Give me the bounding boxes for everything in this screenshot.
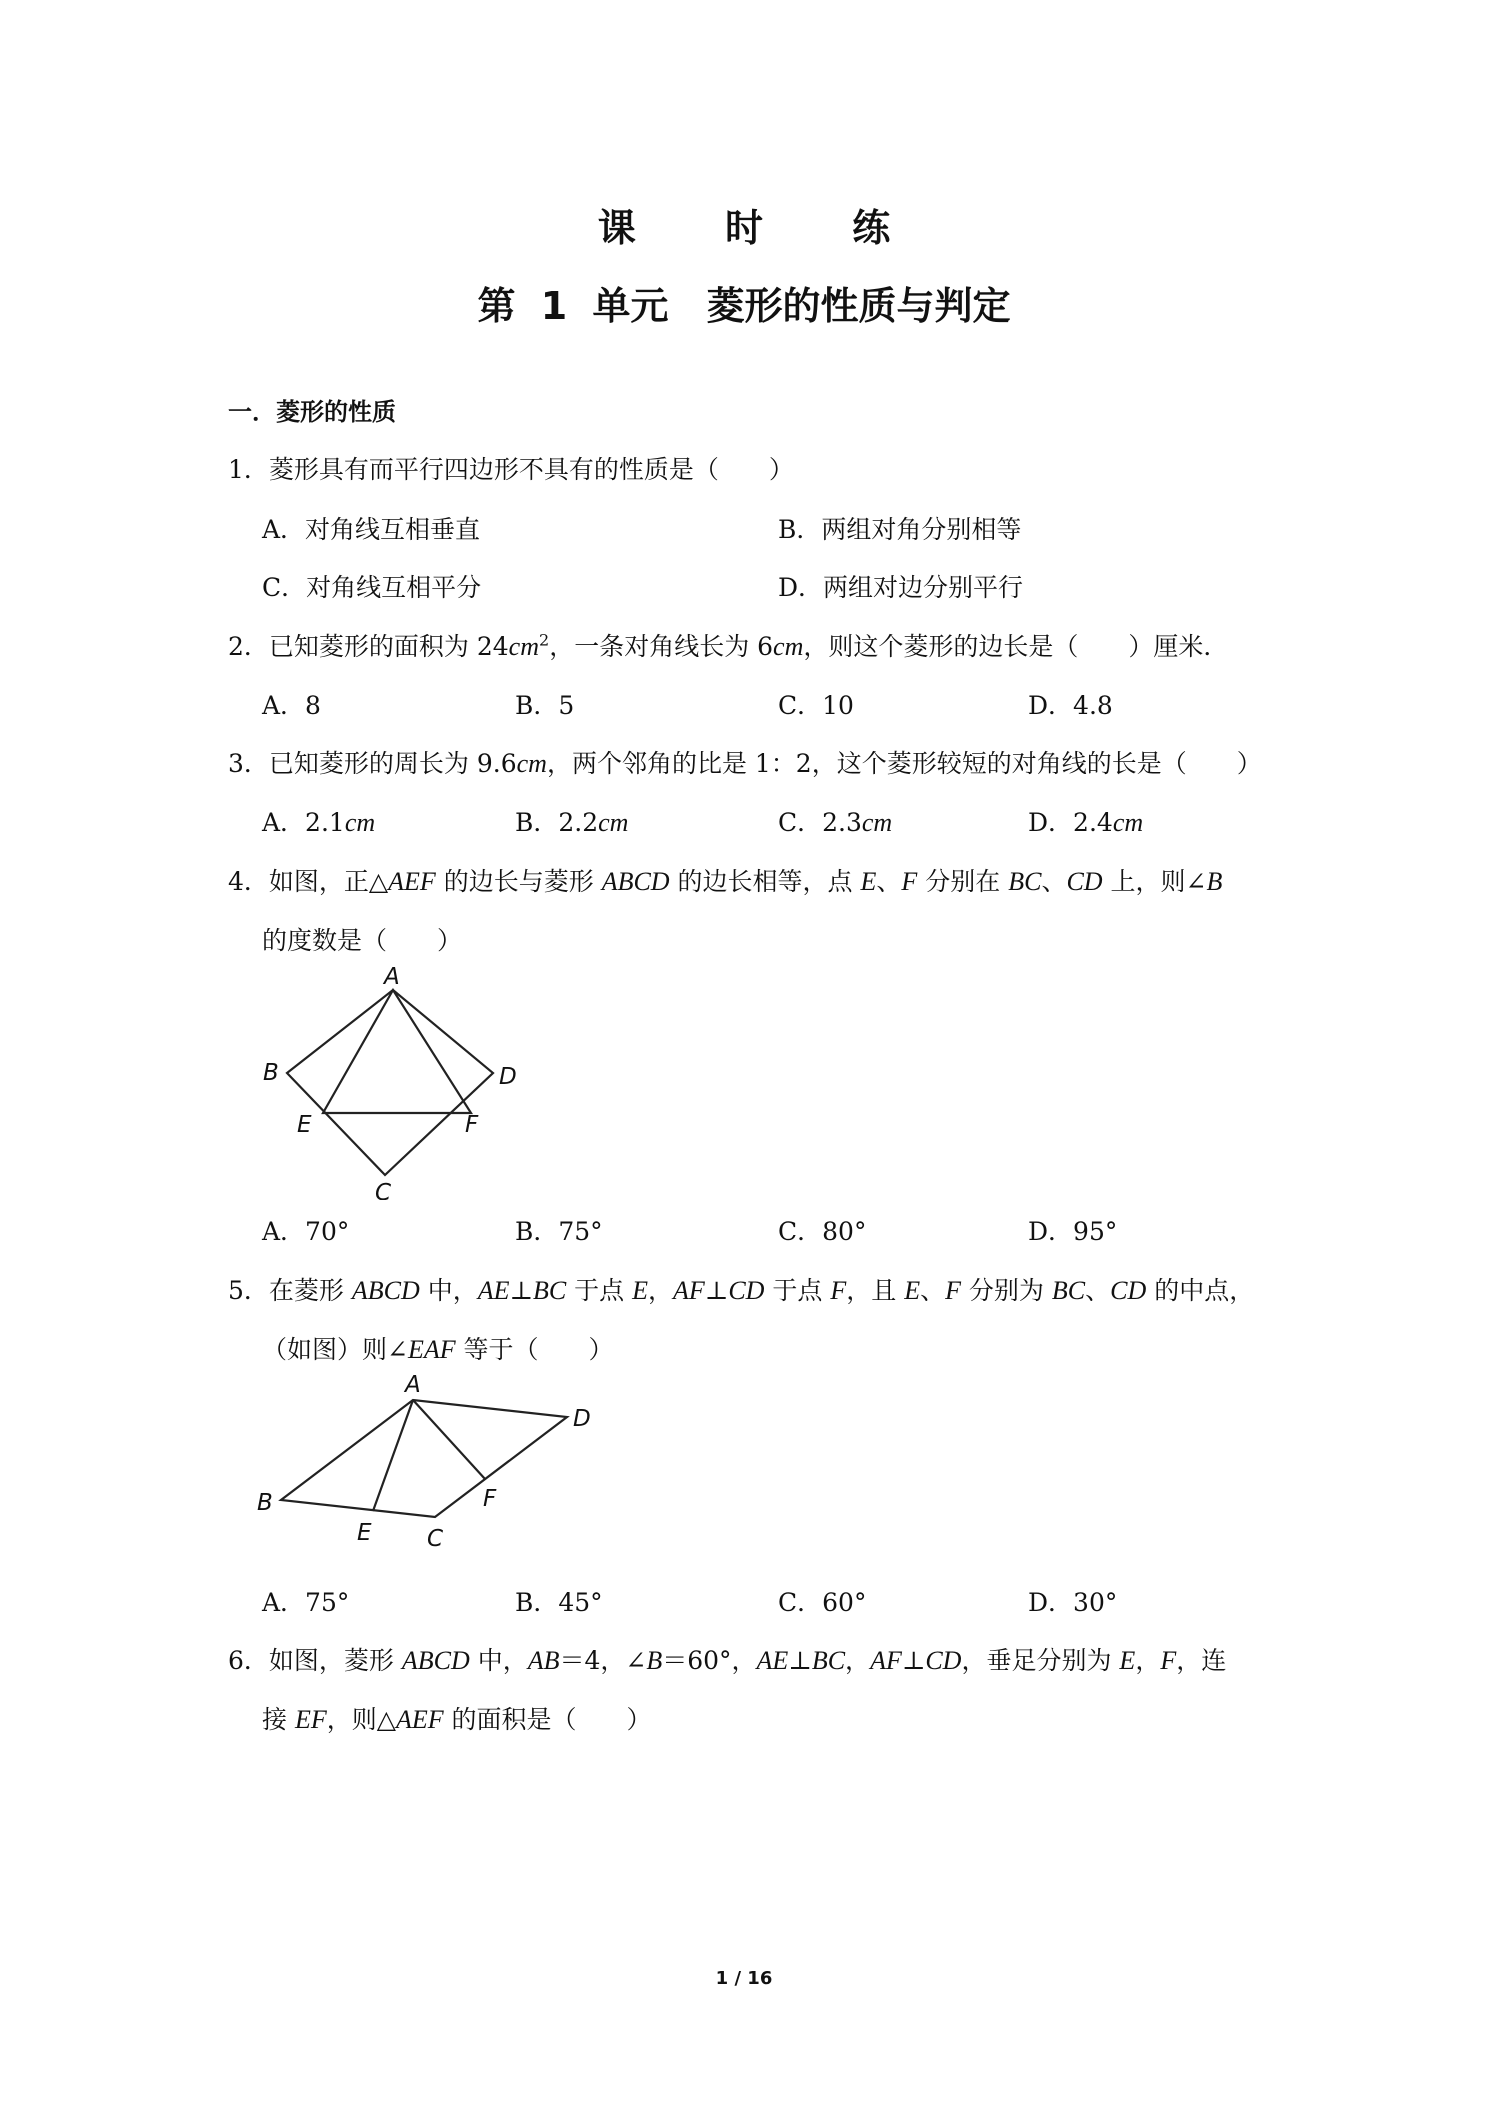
q1-option-b: B．两组对角分别相等 [778, 515, 1022, 544]
stem-text: ，连 [1176, 1646, 1227, 1675]
stem-text: ⊥ [704, 1276, 729, 1305]
question-1 [228, 450, 794, 486]
q5-option-a: A．75° [262, 1588, 350, 1617]
unit-text: cm [344, 808, 376, 837]
exponent: 2 [539, 630, 550, 650]
stem-text: 分别在 [917, 867, 1009, 896]
math-var: E [1119, 1646, 1136, 1675]
math-var: AF [673, 1276, 705, 1305]
stem-text: ， [845, 1646, 871, 1675]
math-var: AF [870, 1646, 902, 1675]
math-var: EF [294, 1705, 327, 1734]
question-5-line1 [228, 1271, 1254, 1307]
stem-text: 、 [1041, 867, 1067, 896]
q5-option-d: D．30° [1028, 1588, 1118, 1617]
stem-text: 接 [262, 1705, 295, 1734]
q1-option-d: D．两组对边分别平行 [778, 573, 1024, 602]
math-var: ABCD [351, 1276, 420, 1305]
question-number: 2． [228, 632, 269, 661]
figure-rhombus-altitudes [255, 1370, 605, 1570]
question-5-line2 [262, 1330, 614, 1366]
label-c: C [375, 1180, 392, 1200]
q3-option-c [778, 803, 892, 839]
math-var: CD [1066, 867, 1103, 896]
stem-text: 在菱形 [268, 1276, 352, 1305]
q1-option-c: C．对角线互相平分 [262, 573, 482, 602]
label-e: E [297, 1112, 312, 1138]
math-var: CD [925, 1646, 962, 1675]
question-2 [228, 627, 1228, 663]
math-var: E [860, 867, 877, 896]
label-d: D [573, 1406, 591, 1432]
math-var: EAF [407, 1335, 456, 1364]
stem-text: ＝60°， [662, 1646, 757, 1675]
label-c: C [427, 1526, 444, 1552]
math-var: F [1160, 1646, 1177, 1675]
stem-text: ，两个邻角的比是 1：2，这个菱形较短的对角线的长是（ ） [546, 749, 1262, 778]
page-number: 1 / 16 [715, 1968, 773, 1989]
q5-option-b: B．45° [515, 1588, 603, 1617]
q4-option-d: D．95° [1028, 1217, 1118, 1246]
rhombus-abcd [287, 990, 493, 1175]
stem-text: 中， [419, 1276, 478, 1305]
label-a: A [384, 964, 400, 990]
stem-text: 如图，菱形 [268, 1646, 402, 1675]
segment-af [413, 1400, 485, 1479]
math-var: ABCD [601, 867, 670, 896]
label-a: A [405, 1372, 421, 1398]
math-var: BC [1051, 1276, 1086, 1305]
stem-text: 上，则∠ [1102, 867, 1207, 896]
q5-option-c: C．60° [778, 1588, 867, 1617]
q4-option-a: A．70° [262, 1217, 350, 1246]
triangle-aef [323, 990, 471, 1113]
stem-text: ⊥ [901, 1646, 926, 1675]
stem-text: ＝4，∠ [559, 1646, 647, 1675]
unit-subtitle: 第 1 单元 菱形的性质与判定 [477, 284, 1011, 328]
math-var: AB [527, 1646, 560, 1675]
option-value: A．2.1 [262, 808, 345, 837]
question-4-line2: 的度数是（ ） [262, 926, 463, 955]
q2-option-b: B．5 [515, 691, 575, 720]
question-number: 5． [228, 1276, 269, 1305]
stem-text: ， [648, 1276, 674, 1305]
math-var: AEF [388, 867, 436, 896]
figure-rhombus-equilateral [255, 960, 535, 1200]
label-b: B [263, 1060, 279, 1086]
q3-option-d [1028, 803, 1143, 839]
q2-option-c: C．10 [778, 691, 854, 720]
question-number: 4． [228, 867, 269, 896]
stem-text: 的面积是（ ） [443, 1705, 652, 1734]
stem-text: ，则△ [326, 1705, 396, 1734]
unit-text: cm [516, 749, 547, 778]
question-6-line2 [262, 1700, 652, 1736]
question-3 [228, 744, 1262, 780]
figure-lines [281, 1400, 567, 1517]
option-value: C．2.3 [778, 808, 862, 837]
math-var: CD [1110, 1276, 1147, 1305]
stem-text: 、 [876, 867, 902, 896]
segment-ae [373, 1400, 413, 1511]
math-var: AEF [395, 1705, 444, 1734]
q4-option-c: C．80° [778, 1217, 867, 1246]
label-f: F [483, 1486, 497, 1512]
option-value: B．2.2 [515, 808, 599, 837]
stem-text: 的边长相等，点 [669, 867, 861, 896]
math-var: B [1206, 867, 1223, 896]
math-var: AE [756, 1646, 789, 1675]
question-number: 6． [228, 1646, 269, 1675]
math-var: BC [532, 1276, 567, 1305]
math-var: E [632, 1276, 649, 1305]
math-var: F [901, 867, 918, 896]
math-var: CD [728, 1276, 765, 1305]
label-f: F [465, 1112, 479, 1138]
rhombus-abcd [281, 1400, 567, 1517]
stem-text: 、 [1085, 1276, 1111, 1305]
stem-text: ， [1135, 1646, 1161, 1675]
stem-text: 如图，正△ [268, 867, 389, 896]
math-var: ABCD [401, 1646, 470, 1675]
stem-text: ，且 [846, 1276, 905, 1305]
stem-text: 中， [469, 1646, 528, 1675]
unit-text: cm [1112, 808, 1144, 837]
label-d: D [499, 1064, 517, 1090]
q2-option-d: D．4.8 [1028, 691, 1113, 720]
unit-text: cm [773, 632, 804, 661]
question-6-line1 [228, 1641, 1226, 1677]
math-var: BC [811, 1646, 846, 1675]
stem-text: 等于（ ） [455, 1335, 614, 1364]
question-number: 1． [228, 455, 269, 484]
question-number: 3． [228, 749, 269, 778]
math-var: AE [477, 1276, 510, 1305]
math-var: E [904, 1276, 921, 1305]
stem-text: ，一条对角线长为 6 [549, 632, 774, 661]
q3-option-b [515, 803, 628, 839]
section-heading: 一．菱形的性质 [228, 398, 396, 426]
stem-text: 于点 [764, 1276, 831, 1305]
label-e: E [357, 1520, 372, 1546]
math-var: BC [1008, 867, 1042, 896]
stem-text: ，则这个菱形的边长是（ ）厘米． [803, 632, 1229, 661]
unit-text: cm [861, 808, 893, 837]
stem-text: 已知菱形的周长为 9.6 [268, 749, 517, 778]
stem-text: 分别为 [960, 1276, 1052, 1305]
q4-option-b: B．75° [515, 1217, 603, 1246]
q1-option-a: A．对角线互相垂直 [262, 515, 481, 544]
unit-text: cm [508, 632, 539, 661]
figure-lines [287, 990, 493, 1175]
math-var: B [646, 1646, 663, 1675]
stem-text: ⊥ [788, 1646, 812, 1675]
stem-text: 、 [920, 1276, 946, 1305]
page-title: 课 时 练 [597, 206, 929, 250]
unit-text: cm [598, 808, 629, 837]
option-value: D．2.4 [1028, 808, 1113, 837]
q3-option-a [262, 803, 375, 839]
question-stem: 菱形具有而平行四边形不具有的性质是（ ） [268, 455, 794, 484]
math-var: F [830, 1276, 847, 1305]
q2-option-a: A．8 [262, 691, 321, 720]
stem-text: 的边长与菱形 [435, 867, 602, 896]
stem-text: 的中点， [1146, 1276, 1255, 1305]
stem-text: 于点 [566, 1276, 633, 1305]
stem-text: 已知菱形的面积为 24 [268, 632, 509, 661]
label-b: B [257, 1490, 273, 1516]
stem-text: （如图）则∠ [262, 1335, 408, 1364]
stem-text: ，垂足分别为 [961, 1646, 1120, 1675]
question-4-line1 [228, 862, 1222, 898]
math-var: F [945, 1276, 961, 1305]
stem-text: ⊥ [509, 1276, 533, 1305]
